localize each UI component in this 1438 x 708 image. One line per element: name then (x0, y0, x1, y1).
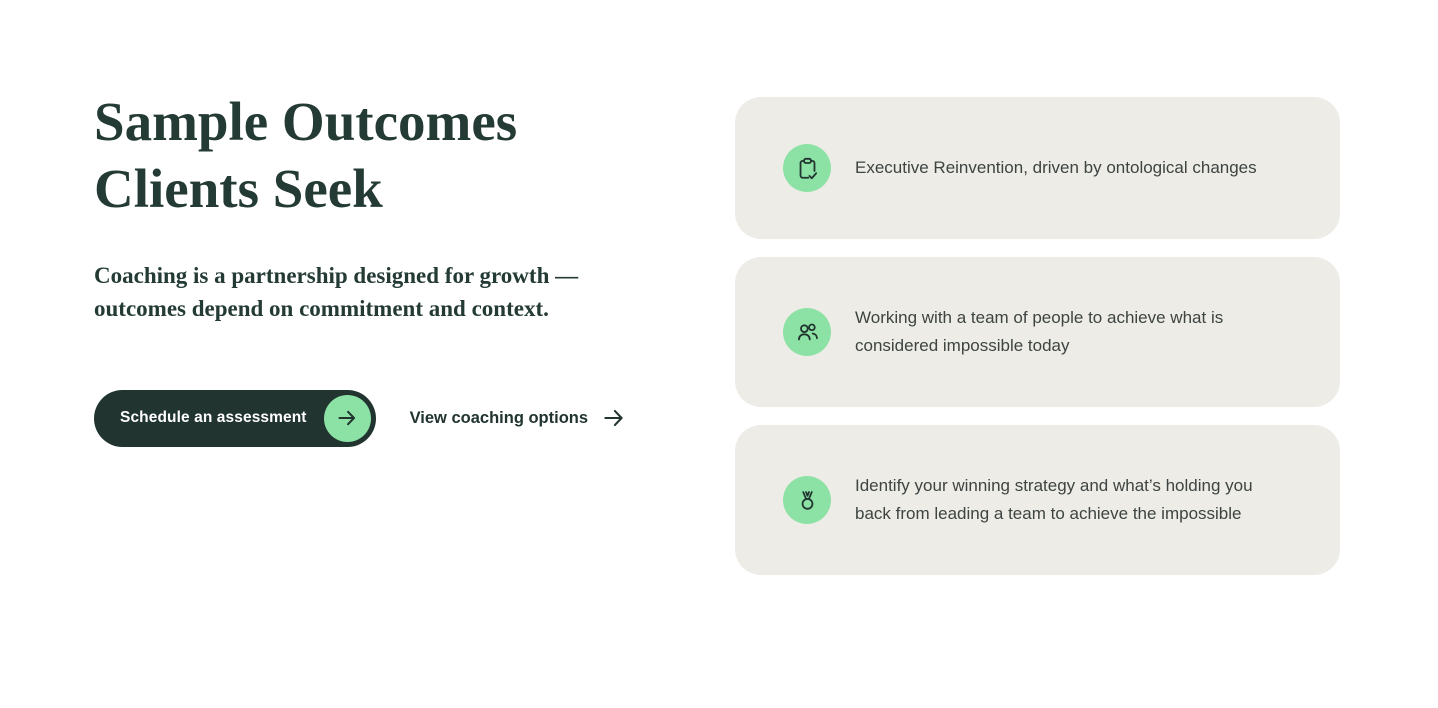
page-title: Sample Outcomes Clients Seek (94, 91, 518, 220)
outcome-card-text: Executive Reinvention, driven by ontological changes (855, 158, 1257, 177)
arrow-right-icon (335, 406, 359, 430)
view-coaching-options-label: View coaching options (409, 408, 589, 427)
users-icon (794, 319, 821, 346)
icon-circle (783, 144, 831, 192)
outcomes-card-list (735, 97, 1340, 575)
arrow-right-icon (601, 405, 627, 431)
outcome-card (735, 257, 1340, 407)
outcome-card-text: Identify your winning strategy and what’s holding you back from leading a team to achieve the impossible (855, 476, 1253, 523)
schedule-assessment-button[interactable] (94, 390, 376, 447)
clipboard-check-icon (794, 155, 821, 182)
hero-subtitle: Coaching is a partnership designed for growth — outcomes depend on commitment and context. (94, 263, 579, 321)
schedule-assessment-label: Schedule an assessment (120, 409, 307, 426)
medal-icon (794, 487, 821, 514)
hero-left-column (94, 88, 674, 447)
outcome-card (735, 425, 1340, 575)
arrow-circle (324, 395, 371, 442)
view-coaching-options-link[interactable] (410, 405, 627, 431)
icon-circle (783, 308, 831, 356)
icon-circle (783, 476, 831, 524)
outcome-card-text: Working with a team of people to achieve what is considered impossible today (855, 308, 1224, 355)
outcome-card (735, 97, 1340, 239)
cta-row (94, 390, 674, 447)
